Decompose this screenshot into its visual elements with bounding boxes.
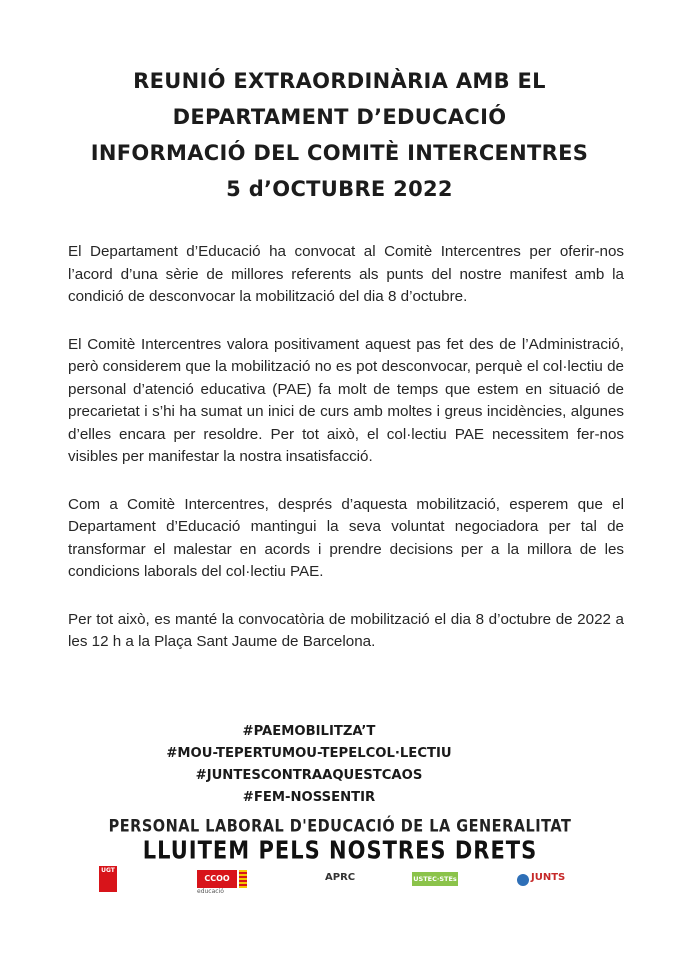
hashtag-3: #JUNTESCONTRAAQUESTCAOS [195, 768, 423, 783]
ccoo-logo: CCOO [197, 870, 237, 888]
catalan-flag-icon [239, 870, 247, 888]
ustec-logo: USTEC·STEs [412, 872, 458, 886]
document-title [0, 63, 679, 207]
hashtag-2: #MOU-TEPERTUMOU-TEPELCOL·LECTIU [166, 746, 452, 761]
paragraph-1: El Departament d’Educació ha convocat al Comitè Intercentres per oferir-nos l’acord d’una sèrie de millores referents als punts del nostre manifest amb la condició de desconvocar la mobilització del dia 8 d’octubre. [68, 243, 624, 305]
body-text [68, 241, 624, 679]
aprc-logo: APRC [325, 872, 356, 883]
paragraph-2: El Comitè Intercentres valora positivament aquest pas fet des de l’Administració, però considerem que la mobilització no es pot desconvocar, perquè el col·lectiu de personal d’atenció educativa (PAE) fa molt de temps que estem en situació de precarietat i s’hi ha sumat un inici de curs amb moltes i greus incidències, algunes d’elles encara per resoldre. Per tot això, el col·lectiu PAE necessitem fer-nos visibles per manifestar la nostra insatisfacció. [68, 335, 624, 465]
ccoo-logo-subtitle: educació [197, 888, 224, 895]
hashtag-1: #PAEMOBILITZA’T [242, 724, 376, 739]
title-line-4: 5 d’OCTUBRE 2022 [226, 177, 453, 201]
footer-banner [97, 816, 583, 894]
banner-slogan: LLUITEM PELS NOSTRES DRETS [142, 835, 538, 865]
ugt-logo: UGT [99, 866, 117, 892]
paragraph-4: Per tot això, es manté la convocatòria de mobilització el dia 8 d’octubre de 2022 a les 12 h a la Plaça Sant Jaume de Barcelona. [68, 610, 624, 650]
union-logos [97, 866, 583, 894]
hashtag-4: #FEM-NOSSENTIR [242, 790, 376, 805]
banner-subtitle: PERSONAL LABORAL D'EDUCACIÓ DE LA GENERALITAT [108, 817, 572, 837]
title-line-3: INFORMACIÓ DEL COMITÈ INTERCENTRES [90, 141, 589, 165]
junts-logo: JUNTS [531, 872, 566, 883]
title-line-1: REUNIÓ EXTRAORDINÀRIA AMB EL [133, 69, 546, 93]
hashtag-list [0, 721, 618, 809]
title-line-2: DEPARTAMENT D’EDUCACIÓ [172, 105, 507, 129]
paragraph-3: Com a Comitè Intercentres, després d’aquesta mobilització, esperem que el Departament d’Educació mantingui la seva voluntat negociadora per tal de transformar el malestar en acords i prendre decisions per a la millora de les condicions laborals del col·lectiu PAE. [68, 495, 624, 580]
junts-globe-icon [517, 874, 529, 886]
